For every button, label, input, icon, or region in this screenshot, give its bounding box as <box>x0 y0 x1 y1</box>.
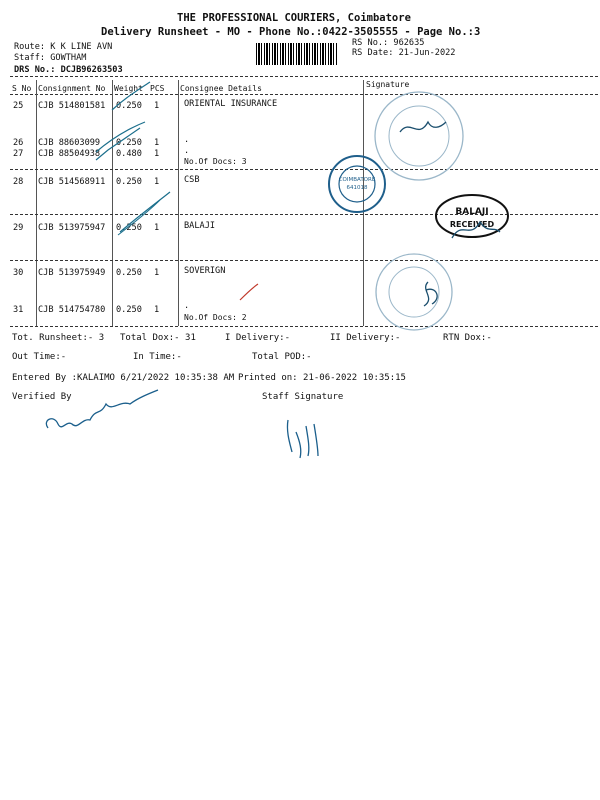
entered-by: Entered By :KALAIMO 6/21/2022 10:35:38 AM <box>12 373 235 383</box>
total-dox: Total Dox:- 31 <box>120 333 196 343</box>
stamp-text-top: COIMBATORE <box>338 177 376 183</box>
rs-date: RS Date: 21-Jun-2022 <box>352 48 456 58</box>
staff-label: Staff: GOWTHAM <box>14 53 87 63</box>
row-consignment: CJB 514801581 <box>38 101 106 111</box>
round-stamp-inner <box>389 267 439 317</box>
row-pcs: 1 <box>154 101 160 111</box>
tick-mark <box>112 82 150 110</box>
staff-signature-label: Staff Signature <box>262 392 344 402</box>
row-consignee: . <box>184 301 190 311</box>
verified-by: Verified By <box>12 392 72 402</box>
round-stamp <box>375 92 463 180</box>
row-sno: 25 <box>13 101 24 111</box>
signature-mark <box>400 122 446 132</box>
col-header-pcs: PCS <box>150 84 165 93</box>
row-consignment: CJB 513975949 <box>38 268 106 278</box>
balaji-stamp-top: BALAJI <box>455 207 489 217</box>
tick-mark <box>120 192 170 232</box>
col-header-weight: Weight <box>114 84 143 93</box>
row-pcs: 1 <box>154 305 160 315</box>
rs-number: RS No.: 962635 <box>352 38 425 48</box>
rtn-dox: RTN Dox:- <box>443 333 492 343</box>
round-stamp-inner <box>389 106 449 166</box>
row-weight: 0.250 <box>116 177 142 187</box>
tick-mark <box>96 122 145 152</box>
col-header-signature: Signature <box>366 80 410 89</box>
row-consignment: CJB 514754780 <box>38 305 106 315</box>
col-header-consignee: Consignee Details <box>180 84 262 93</box>
company-title: THE PROFESSIONAL COURIERS, Coimbatore <box>177 12 411 24</box>
row-weight: 0.250 <box>116 101 142 111</box>
row-consignment: CJB 514568911 <box>38 177 106 187</box>
row-weight: 0.250 <box>116 223 142 233</box>
row-sno: 30 <box>13 268 24 278</box>
printed-on: Printed on: 21-06-2022 10:35:15 <box>238 373 406 383</box>
drs-number: DRS No.: DCJB96263503 <box>14 65 123 75</box>
verified-by-signature <box>46 390 158 428</box>
row-sno: 31 <box>13 305 24 315</box>
total-runsheet: Tot. Runsheet:- 3 <box>12 333 105 343</box>
row-pcs: 1 <box>154 177 160 187</box>
tick-mark <box>96 128 140 160</box>
row-sno: 28 <box>13 177 24 187</box>
row-note: No.Of Docs: 2 <box>184 313 247 322</box>
in-time: In Time:- <box>133 352 182 362</box>
signature-mark <box>424 282 437 306</box>
row-consignee: CSB <box>184 175 200 185</box>
first-delivery: I Delivery:- <box>225 333 291 343</box>
row-weight: 0.250 <box>116 138 142 148</box>
company-stamp-inner <box>339 166 375 202</box>
red-mark <box>240 284 258 300</box>
row-consignment: CJB 513975947 <box>38 223 106 233</box>
row-sno: 26 <box>13 138 24 148</box>
balaji-stamp-bottom: RECEIVED <box>449 220 495 229</box>
row-consignee: . <box>184 135 190 145</box>
row-sno: 27 <box>13 149 24 159</box>
row-weight: 0.250 <box>116 268 142 278</box>
row-weight: 0.250 <box>116 305 142 315</box>
row-weight: 0.480 <box>116 149 142 159</box>
row-pcs: 1 <box>154 149 160 159</box>
row-pcs: 1 <box>154 223 160 233</box>
round-stamp <box>376 254 452 330</box>
col-header-sno: S No <box>12 84 32 93</box>
row-note: No.Of Docs: 3 <box>184 157 247 166</box>
row-consignment: CJB 88504938 <box>38 149 101 159</box>
row-consignee: BALAJI <box>184 221 216 231</box>
row-consignee: SOVERIGN <box>184 266 226 276</box>
row-consignee: . <box>184 146 190 156</box>
staff-signature <box>287 420 318 458</box>
second-delivery: II Delivery:- <box>330 333 401 343</box>
row-consignee: ORIENTAL INSURANCE <box>184 99 278 109</box>
row-pcs: 1 <box>154 138 160 148</box>
row-sno: 29 <box>13 223 24 233</box>
total-pod: Total POD:- <box>252 352 312 362</box>
col-header-consignment: Consignment No <box>38 84 106 93</box>
row-pcs: 1 <box>154 268 160 278</box>
runsheet-subtitle: Delivery Runsheet - MO - Phone No.:0422-3505555 - Page No.:3 <box>101 26 481 38</box>
stamp-text-bottom: 641018 <box>346 185 368 191</box>
company-stamp <box>329 156 385 212</box>
route-label: Route: K K LINE AVN <box>14 42 113 52</box>
row-consignment: CJB 88603099 <box>38 138 101 148</box>
out-time: Out Time:- <box>12 352 67 362</box>
